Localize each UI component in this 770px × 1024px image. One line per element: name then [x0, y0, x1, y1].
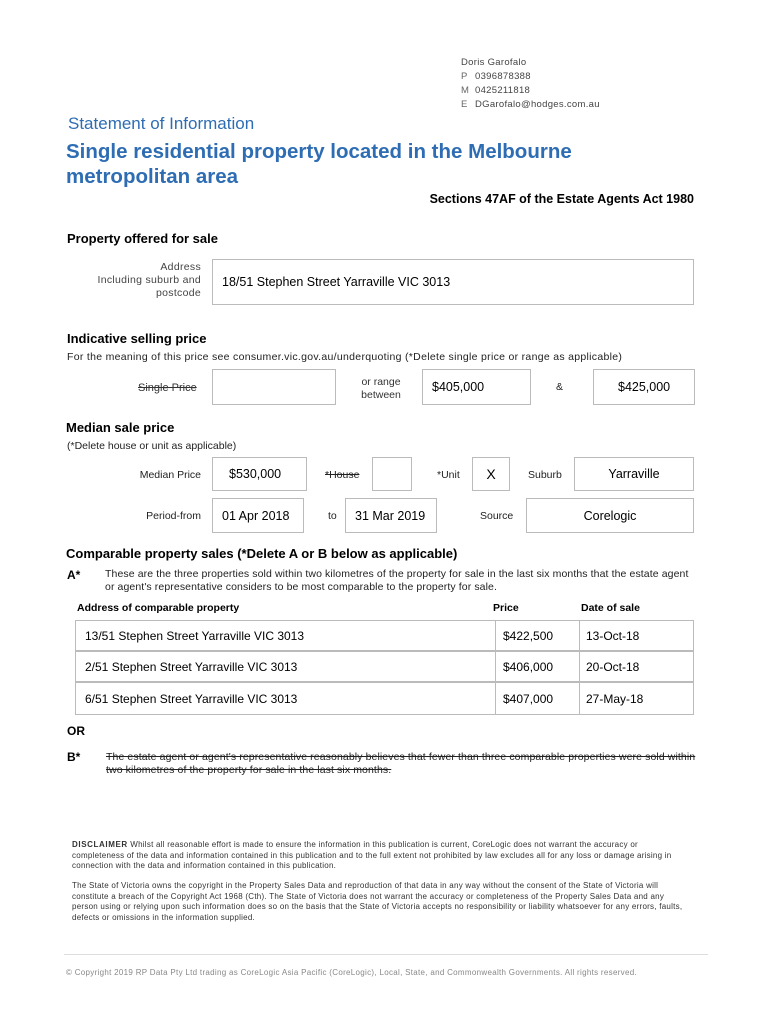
page-title: Single residential property located in the Melbourne metropolitan area	[66, 140, 572, 188]
agent-phone: P 0396878388	[461, 71, 531, 82]
range-label: or range between	[361, 376, 401, 401]
footer-divider	[64, 954, 708, 955]
source-field[interactable]: Corelogic	[526, 498, 694, 533]
disclaimer-text: Whilst all reasonable effort is made to ensure the information in this publication is current, CoreLogic does not warrant the accuracy or completeness of the data and information contained in this publication and to the full extent not prohibited by law excludes all for any loss or damage arising in connection with the data and information contained in this publication.	[72, 840, 672, 870]
disclaimer-label: DISCLAIMER	[72, 840, 128, 849]
agent-email: E DGarofalo@hodges.com.au	[461, 99, 600, 110]
option-b-text: The estate agent or agent's representative reasonably believes that fewer than three comparable properties were sold within two kilometres of the property for sale in the last six months.	[106, 751, 696, 776]
indicative-heading: Indicative selling price	[67, 331, 207, 346]
table-row	[75, 682, 694, 715]
comparable-price[interactable]: $422,500	[503, 628, 554, 643]
comparable-price[interactable]: $406,000	[503, 659, 554, 674]
col-date-header: Date of sale	[581, 602, 640, 614]
source-label: Source	[480, 510, 514, 522]
agent-contact	[461, 56, 600, 112]
col-price-header: Price	[493, 602, 519, 614]
col-address-header: Address of comparable property	[77, 602, 240, 614]
agent-name: Doris Garofalo	[461, 57, 527, 68]
comparable-address[interactable]: 6/51 Stephen Street Yarraville VIC 3013	[85, 691, 298, 706]
period-from-field[interactable]: 01 Apr 2018	[212, 498, 304, 533]
median-price-field[interactable]: $530,000	[212, 457, 307, 491]
period-to-label: to	[328, 510, 337, 522]
price-range-low[interactable]: $405,000	[422, 369, 531, 405]
or-separator: OR	[67, 724, 85, 738]
option-a-marker: A*	[67, 568, 81, 582]
agent-mobile: M 0425211818	[461, 85, 531, 96]
copyright-notice: The State of Victoria owns the copyright in the Property Sales Data and reproduction of that data in any way without the consent of the State of Victoria will constitute a breach of the Copyright Act 1968 (Cth). The State of Victoria does not warrant the accuracy or completeness of the Property Sales Data and any person using or relying upon such information does so on the basis that the State of Victoria accepts no responsibility or liability whatsoever for any errors, faults, defects or omissions in the information supplied.	[72, 881, 683, 922]
unit-field[interactable]: X	[472, 457, 510, 491]
comparable-date[interactable]: 20-Oct-18	[586, 659, 640, 674]
median-price-label: Median Price	[139, 469, 201, 481]
comparable-date[interactable]: 13-Oct-18	[586, 628, 640, 643]
period-to-field[interactable]: 31 Mar 2019	[345, 498, 437, 533]
house-field[interactable]	[372, 457, 412, 491]
act-reference: Sections 47AF of the Estate Agents Act 1980	[429, 192, 694, 206]
option-a-text: These are the three properties sold within two kilometres of the property for sale in the last six months that the estate agent or agent's representative considers to be most comparable to the property for sale.	[105, 568, 689, 593]
table-row	[75, 620, 694, 651]
option-b-marker: B*	[67, 750, 81, 764]
comparable-address[interactable]: 13/51 Stephen Street Yarraville VIC 3013	[85, 628, 305, 643]
table-row	[75, 651, 694, 682]
house-label: *House	[325, 469, 360, 481]
median-note: (*Delete house or unit as applicable)	[67, 440, 237, 452]
indicative-note: For the meaning of this price see consumer.vic.gov.au/underquoting (*Delete single price or range as applicable)	[67, 351, 623, 363]
suburb-field[interactable]: Yarraville	[574, 457, 694, 491]
address-label: Address Including suburb and postcode	[97, 261, 201, 299]
comparable-price[interactable]: $407,000	[503, 691, 554, 706]
property-heading: Property offered for sale	[67, 231, 218, 246]
address-field[interactable]: 18/51 Stephen Street Yarraville VIC 3013	[212, 259, 694, 305]
median-heading: Median sale price	[66, 420, 175, 435]
unit-label: *Unit	[437, 469, 460, 481]
comparable-address[interactable]: 2/51 Stephen Street Yarraville VIC 3013	[85, 659, 298, 674]
footer-copyright: © Copyright 2019 RP Data Pty Ltd trading as CoreLogic Asia Pacific (CoreLogic), Local, State, and Commonwealth Governments. All rights reserved.	[66, 968, 637, 977]
single-price-label: Single Price	[138, 382, 197, 394]
comparable-heading: Comparable property sales (*Delete A or B below as applicable)	[66, 546, 458, 561]
disclaimer	[72, 840, 690, 872]
single-price-field[interactable]	[212, 369, 336, 405]
suburb-label: Suburb	[528, 469, 562, 481]
comparable-date[interactable]: 27-May-18	[586, 691, 644, 706]
range-ampersand: &	[556, 381, 564, 393]
statement-heading: Statement of Information	[68, 114, 255, 133]
price-range-high[interactable]: $425,000	[593, 369, 695, 405]
period-from-label: Period-from	[146, 510, 201, 522]
